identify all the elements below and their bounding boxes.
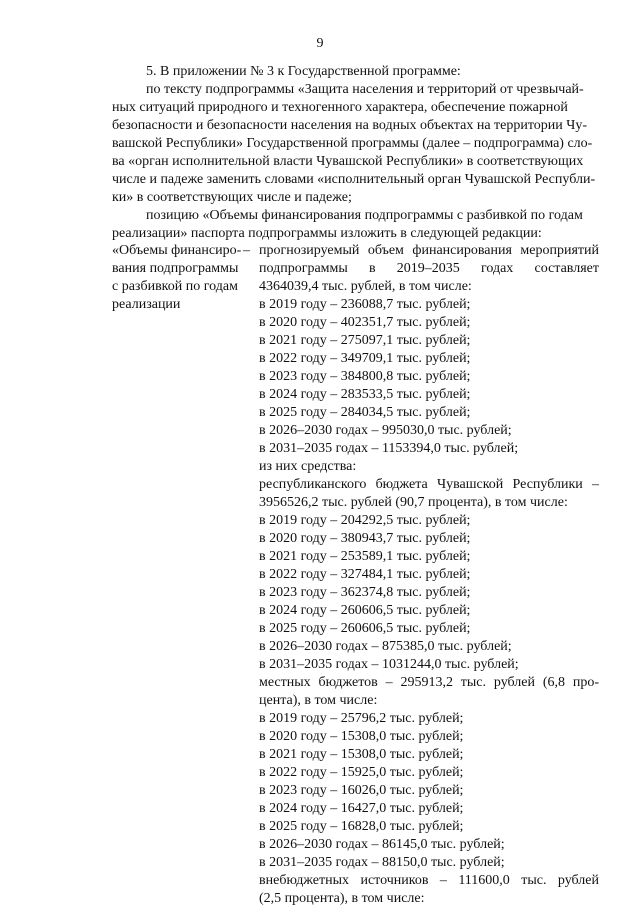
word: в	[368, 261, 376, 276]
paragraph-line: позицию «Объемы финансирования подпрограммы с разбивкой по годам	[146, 208, 583, 223]
word: мероприятий	[520, 243, 599, 258]
funding-line: в 2024 году – 260606,5 тыс. рублей;	[259, 603, 471, 618]
funding-line: в 2020 году – 402351,7 тыс. рублей;	[259, 315, 471, 330]
paragraph-line: ных ситуаций природного и техногенного характера, обеспечение пожарной	[112, 100, 568, 115]
page-number: 9	[316, 36, 324, 51]
word: (6,8	[542, 675, 565, 690]
word: –	[591, 477, 599, 492]
funding-line: цента), в том числе:	[259, 693, 378, 708]
word: рублей	[493, 675, 535, 690]
funding-line: в 2026–2030 годах – 995030,0 тыс. рублей;	[259, 423, 512, 438]
funding-line: в 2020 году – 380943,7 тыс. рублей;	[259, 531, 471, 546]
funding-line: в 2019 году – 25796,2 тыс. рублей;	[259, 711, 464, 726]
word: составляет	[534, 261, 599, 276]
word: про-	[572, 675, 599, 690]
funding-line: в 2022 году – 15925,0 тыс. рублей;	[259, 765, 464, 780]
word: тыс.	[521, 873, 547, 888]
word: источников	[360, 873, 429, 888]
word: –	[439, 873, 447, 888]
funding-line: 3956526,2 тыс. рублей (90,7 процента), в том числе:	[259, 495, 568, 510]
funding-line: (2,5 процента), в том числе:	[259, 891, 425, 906]
word: 2019–2035	[396, 261, 460, 276]
funding-line: в 2023 году – 384800,8 тыс. рублей;	[259, 369, 471, 384]
word: объем	[367, 243, 404, 258]
funding-line: 4364039,4 тыс. рублей, в том числе:	[259, 279, 472, 294]
word: местных	[259, 675, 311, 690]
paragraph-line: по тексту подпрограммы «Защита населения и территорий от чрезвычай-	[146, 82, 584, 97]
funding-line	[259, 675, 599, 691]
funding-line: в 2031–2035 годах – 1031244,0 тыс. рублей;	[259, 657, 519, 672]
funding-line: в 2025 году – 260606,5 тыс. рублей;	[259, 621, 471, 636]
paragraph-line: реализации» паспорта подпрограммы изложить в следующей редакции:	[112, 226, 542, 241]
funding-line: из них средства:	[259, 459, 357, 474]
paragraph-line: безопасности и безопасности населения на водных объектах на территории Чу-	[112, 118, 588, 133]
position-label-line: «Объемы финансиро-	[112, 243, 242, 258]
paragraph-line: вашской Республики» Государственной программы (далее – подпрограмма) сло-	[112, 136, 593, 151]
word: внебюджетных	[259, 873, 350, 888]
position-label-line: с разбивкой по годам	[112, 279, 238, 294]
funding-line: в 2021 году – 275097,1 тыс. рублей;	[259, 333, 471, 348]
funding-line	[259, 873, 599, 889]
word: бюджета	[375, 477, 428, 492]
word: бюджетов	[318, 675, 378, 690]
word: 295913,2	[400, 675, 453, 690]
funding-line: в 2023 году – 16026,0 тыс. рублей;	[259, 783, 464, 798]
funding-line	[259, 243, 599, 259]
word: прогнозируемый	[259, 243, 360, 258]
funding-line: в 2024 году – 16427,0 тыс. рублей;	[259, 801, 464, 816]
position-label-line: вания подпрограммы	[112, 261, 239, 276]
funding-line: в 2026–2030 годах – 86145,0 тыс. рублей;	[259, 837, 505, 852]
paragraph-line: числе и падеже заменить словами «исполнительный орган Чувашской Республи-	[112, 172, 596, 187]
word: –	[385, 675, 393, 690]
word: годах	[480, 261, 514, 276]
funding-line: в 2019 году – 236088,7 тыс. рублей;	[259, 297, 471, 312]
funding-line: в 2021 году – 253589,1 тыс. рублей;	[259, 549, 471, 564]
funding-line: в 2031–2035 годах – 88150,0 тыс. рублей;	[259, 855, 505, 870]
word: 111600,0	[458, 873, 510, 888]
funding-line: в 2026–2030 годах – 875385,0 тыс. рублей;	[259, 639, 512, 654]
funding-line	[259, 477, 599, 493]
paragraph-line: 5. В приложении № 3 к Государственной программе:	[146, 64, 461, 79]
word: республиканского	[259, 477, 367, 492]
funding-line: в 2019 году – 204292,5 тыс. рублей;	[259, 513, 471, 528]
funding-line: в 2022 году – 349709,1 тыс. рублей;	[259, 351, 471, 366]
funding-line: в 2021 году – 15308,0 тыс. рублей;	[259, 747, 464, 762]
word: Республики	[512, 477, 583, 492]
word: финансирования	[412, 243, 512, 258]
word: Чувашской	[436, 477, 504, 492]
paragraph-line: ки» в соответствующих числе и падеже;	[112, 190, 352, 205]
word: подпрограммы	[259, 261, 348, 276]
funding-line: в 2031–2035 годах – 1153394,0 тыс. рублей;	[259, 441, 519, 456]
funding-line: в 2025 году – 284034,5 тыс. рублей;	[259, 405, 471, 420]
funding-line	[259, 261, 599, 277]
funding-line: в 2024 году – 283533,5 тыс. рублей;	[259, 387, 471, 402]
funding-line: в 2025 году – 16828,0 тыс. рублей;	[259, 819, 464, 834]
funding-line: в 2023 году – 362374,8 тыс. рублей;	[259, 585, 471, 600]
word: рублей	[557, 873, 599, 888]
position-label-line: реализации	[112, 297, 181, 312]
funding-line: в 2022 году – 327484,1 тыс. рублей;	[259, 567, 471, 582]
paragraph-line: ва «орган исполнительной власти Чувашской Республики» в соответствующих	[112, 154, 584, 169]
word: тыс.	[460, 675, 487, 690]
position-dash: –	[243, 243, 250, 258]
funding-line: в 2020 году – 15308,0 тыс. рублей;	[259, 729, 464, 744]
